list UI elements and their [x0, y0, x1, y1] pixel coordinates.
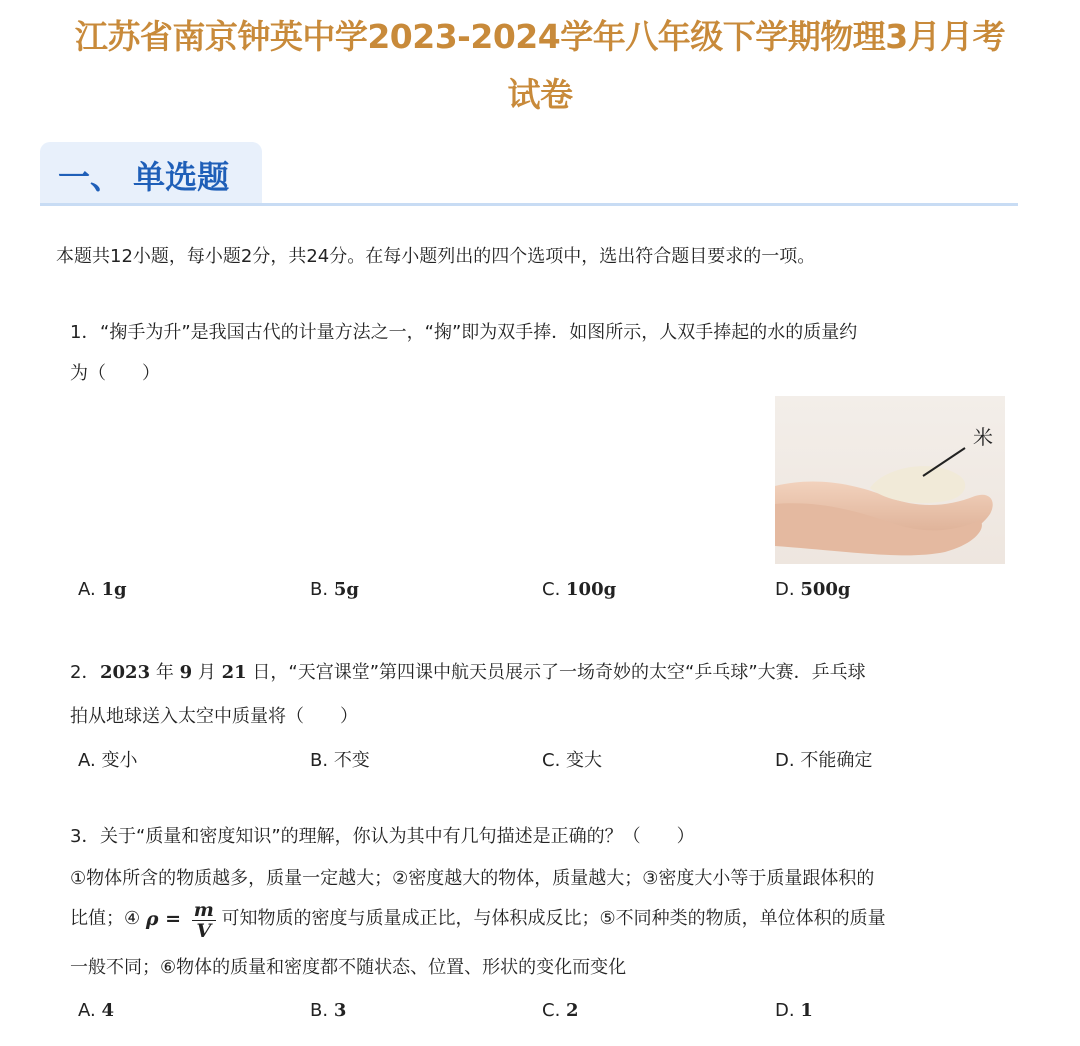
exam-title-line2: 试卷 — [507, 75, 573, 114]
question-1-stem — [70, 311, 857, 355]
density-formula: ρ = $\frac{m}{V}$ — [145, 898, 214, 942]
question-number: 1． — [70, 322, 100, 343]
question-number: 2． — [70, 662, 100, 683]
option-c[interactable]: C. 变大 — [542, 750, 603, 771]
question-2-stem: 2．2023 年 9 月 21 日，“天宫课堂”第四课中航天员展示了一场奇妙的太空“乒乓球”大赛．乒乓球 — [70, 651, 866, 695]
question-3-statements-3: 一般不同；⑥物体的质量和密度都不随状态、位置、形状的变化而变化 — [70, 957, 627, 978]
option-a[interactable]: A. 变小 — [78, 750, 138, 771]
hands-holding-rice-image — [775, 396, 1005, 564]
question-number: 3． — [70, 826, 100, 847]
section-instructions: 本题共12小题，每小题2分，共24分。在每小题列出的四个选项中，选出符合题目要求的一项。 — [56, 246, 816, 267]
question-1-stem-cont: 为（ ） — [70, 363, 160, 384]
option-d[interactable]: D. 不能确定 — [775, 750, 873, 771]
option-d[interactable]: D. 1 — [775, 1000, 813, 1021]
exam-title-line1: 江苏省南京钟英中学2023-2024学年八年级下学期物理3月月考 — [74, 17, 1006, 56]
option-d[interactable]: D. 500g — [775, 579, 851, 600]
option-a[interactable]: A. 4 — [78, 1000, 114, 1021]
figure-label-rice: 米 — [973, 425, 993, 449]
section-divider — [40, 203, 1018, 206]
question-2-stem-cont: 拍从地球送入太空中质量将（ ） — [70, 706, 358, 727]
question-3-stem — [70, 815, 695, 859]
question-text-line: 关于“质量和密度知识”的理解，你认为其中有几句描述是正确的？（ ） — [100, 826, 695, 847]
option-b[interactable]: B. 3 — [310, 1000, 347, 1021]
hands-illustration — [775, 396, 1005, 564]
exam-title — [40, 8, 1040, 124]
question-text-line: ，“天宫课堂”第四课中航天员展示了一场奇妙的太空“乒乓球”大赛．乒乓球 — [270, 662, 866, 683]
question-3-statements-2: 比值；④ ρ = $\frac{m}{V}$ 可知物质的密度与质量成正比，与体积成反比；⑤不同种类的物质，单位体积的质量 — [70, 898, 886, 942]
question-text-line: “掬手为升”是我国古代的计量方法之一，“掬”即为双手捧．如图所示，人双手捧起的水的质量约 — [100, 322, 858, 343]
option-b[interactable]: B. 5g — [310, 579, 359, 600]
question-3-statements-1: ①物体所含的物质越多，质量一定越大；②密度越大的物体，质量越大；③密度大小等于质量跟体积的 — [70, 868, 875, 889]
section-header — [40, 142, 262, 204]
option-a[interactable]: A. 1g — [78, 579, 127, 600]
section-heading: 一、 单选题 — [58, 158, 230, 196]
option-c[interactable]: C. 2 — [542, 1000, 579, 1021]
option-c[interactable]: C. 100g — [542, 579, 617, 600]
option-b[interactable]: B. 不变 — [310, 750, 370, 771]
